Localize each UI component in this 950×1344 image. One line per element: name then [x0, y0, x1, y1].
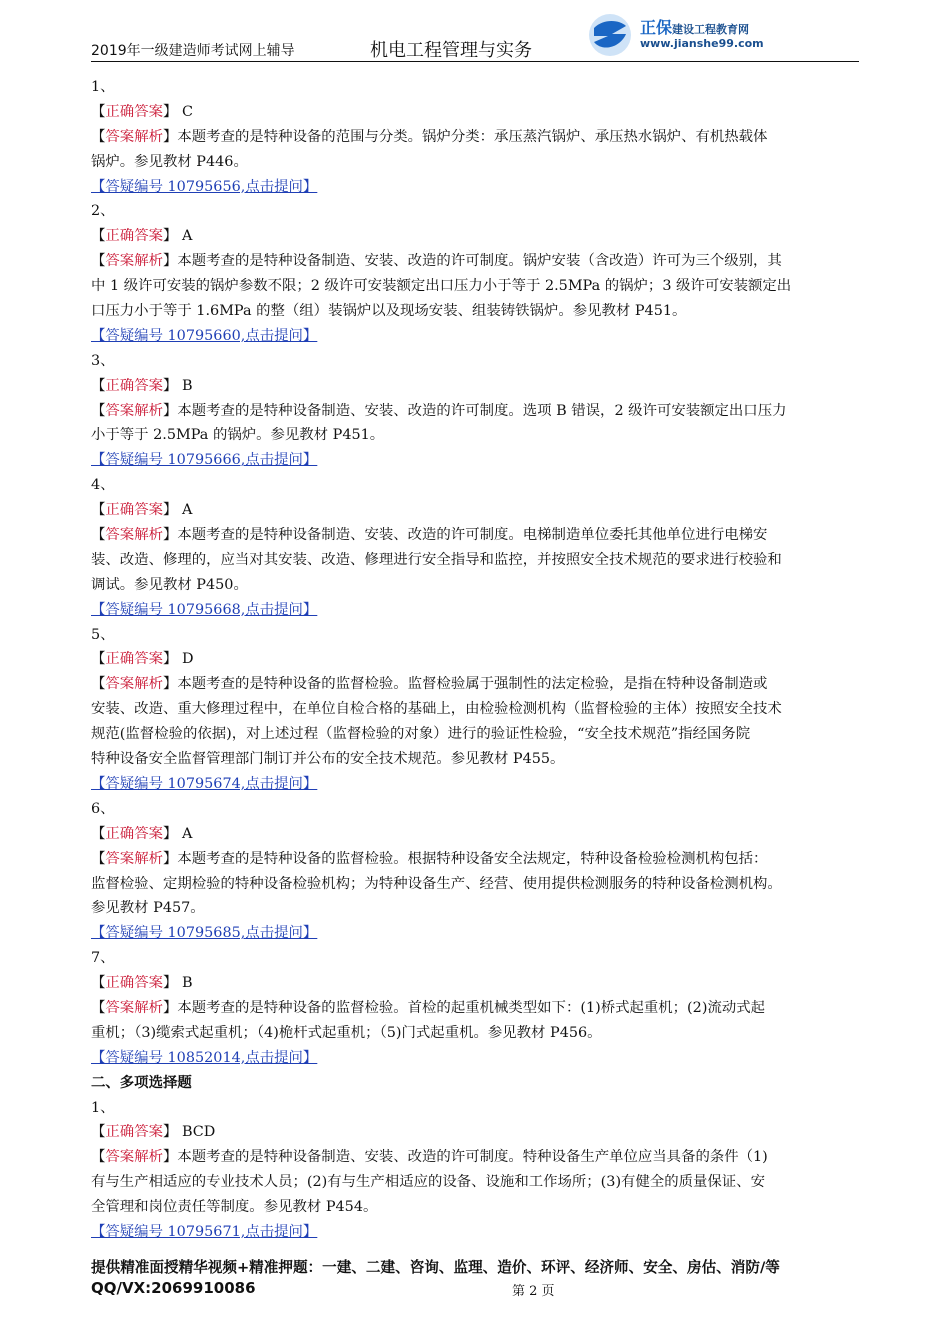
analysis-text: 本题考查的是特种设备制造、安装、改造的许可制度。电梯制造单位委托其他单位进行电梯安: [177, 527, 768, 544]
bracket: 【: [91, 128, 106, 145]
ask-question-link[interactable]: 【答疑编号 10795668,点击提问】: [91, 601, 318, 618]
bracket: 】: [162, 651, 182, 668]
ask-question-link[interactable]: 【答疑编号 10795671,点击提问】: [91, 1223, 318, 1240]
ask-question-link[interactable]: 【答疑编号 10852014,点击提问】: [91, 1049, 318, 1066]
bracket: 【: [91, 676, 106, 693]
question-number: 1、: [91, 1099, 115, 1116]
ask-question-link-row: [91, 772, 863, 797]
correct-answer-row: [91, 1120, 863, 1145]
bracket: 【: [91, 103, 106, 120]
correct-answer-row: [91, 822, 863, 847]
analysis-line: [91, 523, 863, 548]
question-number: 7、: [91, 950, 115, 967]
bracket: 】: [162, 103, 182, 120]
analysis-line: [91, 423, 863, 448]
analysis-text: 安装、改造、重大修理过程中，在单位自检合格的基础上，由检验检测机构（监督检验的主体）按照安全技术: [91, 701, 782, 718]
question-number: 1、: [91, 79, 115, 95]
analysis-text: 装、改造、修理的，应当对其安装、改造、修理进行安全指导和监控，并按照安全技术规范的要求进行校验和: [91, 551, 782, 568]
ask-question-link-row: [91, 921, 863, 946]
analysis-text: 小于等于 2.5MPa 的锅炉。参见教材 P451。: [91, 427, 385, 444]
bracket: 】: [162, 1149, 178, 1166]
analysis-line: [91, 722, 863, 747]
correct-answer-row: [91, 374, 863, 399]
logo-url-text: www.jianshe99.com: [640, 37, 764, 50]
analysis-line: [91, 896, 863, 921]
bracket: 【: [91, 377, 106, 394]
question-number: 6、: [91, 800, 115, 817]
analysis-line: [91, 847, 863, 872]
bracket: 【: [91, 825, 106, 842]
section-title-multiple-choice: 二、多项选择题: [91, 1074, 192, 1091]
analysis-line: [91, 125, 863, 150]
correct-answer-value: B: [181, 377, 193, 394]
ask-question-link[interactable]: 【答疑编号 10795674,点击提问】: [91, 775, 318, 792]
bracket: 】: [162, 128, 178, 145]
ask-question-link[interactable]: 【答疑编号 10795666,点击提问】: [91, 452, 318, 469]
correct-answer-value: C: [181, 103, 193, 120]
analysis-line: [91, 697, 863, 722]
header-divider: [91, 61, 859, 62]
bracket: 【: [91, 1124, 106, 1141]
analysis-line: [91, 573, 863, 598]
answer-list: [91, 75, 863, 1245]
analysis-label: 答案解析: [105, 999, 163, 1016]
analysis-line: [91, 1170, 863, 1195]
analysis-text: 锅炉。参见教材 P446。: [91, 153, 248, 170]
correct-answer-label: 正确答案: [105, 1124, 163, 1141]
question-number: 2、: [91, 203, 115, 220]
analysis-text: 重机；（3)缆索式起重机；（4)桅杆式起重机；（5)门式起重机。参见教材 P456。: [91, 1024, 602, 1041]
question-block: [91, 797, 863, 946]
ask-question-link-row: [91, 598, 863, 623]
analysis-text: 本题考查的是特种设备的监督检验。监督检验属于强制性的法定检验，是指在特种设备制造或: [177, 676, 768, 693]
bracket: 【: [91, 1149, 106, 1166]
analysis-label: 答案解析: [105, 850, 163, 867]
bracket: 】: [162, 975, 182, 992]
analysis-line: [91, 274, 863, 299]
question-block: [91, 1096, 863, 1245]
header-subject-title: 机电工程管理与实务: [370, 40, 532, 61]
ask-question-link[interactable]: 【答疑编号 10795660,点击提问】: [91, 327, 318, 344]
analysis-line: [91, 399, 863, 424]
bracket: 【: [91, 999, 106, 1016]
header-exam-title: 2019年一级建造师考试网上辅导: [91, 43, 295, 59]
analysis-text: 口压力小于等于 1.6MPa 的整（组）装锅炉以及现场安装、组装铸铁锅炉。参见教材 P451。: [91, 303, 687, 320]
correct-answer-label: 正确答案: [105, 502, 163, 519]
brand-logo: [586, 12, 786, 58]
analysis-label: 答案解析: [105, 402, 163, 419]
correct-answer-row: [91, 971, 863, 996]
analysis-line: [91, 672, 863, 697]
analysis-text: 全管理和岗位责任等制度。参见教材 P454。: [91, 1199, 378, 1216]
question-block: [91, 623, 863, 797]
correct-answer-label: 正确答案: [105, 825, 163, 842]
bracket: 【: [91, 402, 106, 419]
question-block: [91, 75, 863, 199]
correct-answer-value: D: [181, 651, 194, 668]
analysis-text: 调试。参见教材 P450。: [91, 576, 248, 593]
analysis-text: 中 1 级许可安装的锅炉参数不限；2 级许可安装额定出口压力小于等于 2.5MPa 的锅炉；3 级许可安装额定出: [91, 278, 792, 295]
bracket: 】: [162, 228, 182, 245]
analysis-text: 有与生产相适应的专业技术人员；(2)有与生产相适应的设备、设施和工作场所；(3)有健全的质量保证、安: [91, 1174, 765, 1191]
analysis-label: 答案解析: [105, 676, 163, 693]
ask-question-link-row: [91, 175, 863, 200]
logo-swirl-icon: [586, 12, 634, 58]
analysis-text: 规范(监督检验的依据)，对上述过程（监督检验的对象）进行的验证性检验，“安全技术规范”指经国务院: [91, 726, 751, 743]
question-block: [91, 349, 863, 473]
ask-question-link[interactable]: 【答疑编号 10795656,点击提问】: [91, 178, 318, 195]
correct-answer-value: B: [181, 975, 193, 992]
analysis-line: [91, 996, 863, 1021]
bracket: 【: [91, 850, 106, 867]
analysis-text: 监督检验、定期检验的特种设备检验机构；为特种设备生产、经营、使用提供检测服务的特种设备检测机构。: [91, 875, 782, 892]
bracket: 】: [162, 676, 178, 693]
bracket: 【: [91, 527, 106, 544]
analysis-line: [91, 548, 863, 573]
correct-answer-label: 正确答案: [105, 103, 163, 120]
analysis-text: 本题考查的是特种设备制造、安装、改造的许可制度。选项 B 错误，2 级许可安装额定出口压力: [177, 402, 787, 419]
ask-question-link-row: [91, 1220, 863, 1245]
analysis-label: 答案解析: [105, 1149, 163, 1166]
correct-answer-value: A: [181, 825, 193, 842]
analysis-line: [91, 150, 863, 175]
correct-answer-row: [91, 224, 863, 249]
correct-answer-label: 正确答案: [105, 377, 163, 394]
correct-answer-label: 正确答案: [105, 228, 163, 245]
bracket: 】: [162, 527, 178, 544]
ask-question-link-row: [91, 1046, 863, 1071]
ask-question-link[interactable]: 【答疑编号 10795685,点击提问】: [91, 925, 318, 942]
bracket: 】: [162, 502, 182, 519]
analysis-text: 本题考查的是特种设备的监督检验。根据特种设备安全法规定，特种设备检验检测机构包括：: [177, 850, 768, 867]
analysis-line: [91, 872, 863, 897]
analysis-text: 本题考查的是特种设备制造、安装、改造的许可制度。特种设备生产单位应当具备的条件（1): [177, 1149, 768, 1166]
analysis-line: [91, 1021, 863, 1046]
correct-answer-value: BCD: [181, 1124, 216, 1141]
ask-question-link-row: [91, 324, 863, 349]
bracket: 】: [162, 825, 182, 842]
page-number: 第 2 页: [512, 1284, 555, 1299]
analysis-text: 本题考查的是特种设备制造、安装、改造的许可制度。锅炉安装（含改造）许可为三个级别，其: [177, 253, 782, 270]
analysis-line: [91, 249, 863, 274]
analysis-label: 答案解析: [105, 253, 163, 270]
correct-answer-value: A: [181, 228, 193, 245]
analysis-text: 本题考查的是特种设备的监督检验。首检的起重机械类型如下：(1)桥式起重机；(2)流动式起: [177, 999, 766, 1016]
correct-answer-row: [91, 100, 863, 125]
logo-brand-text: 正保建设工程教育网: [640, 18, 750, 37]
bracket: 】: [162, 850, 178, 867]
analysis-text: 特种设备安全监督管理部门制订并公布的安全技术规范。参见教材 P455。: [91, 751, 565, 768]
analysis-text: 本题考查的是特种设备的范围与分类。锅炉分类：承压蒸汽锅炉、承压热水锅炉、有机热载体: [177, 128, 768, 145]
correct-answer-row: [91, 498, 863, 523]
bracket: 【: [91, 253, 106, 270]
question-block: [91, 199, 863, 348]
analysis-text: 参见教材 P457。: [91, 900, 205, 917]
footer-contact: QQ/VX:2069910086: [91, 1279, 256, 1297]
bracket: 】: [162, 1124, 182, 1141]
analysis-line: [91, 1145, 863, 1170]
bracket: 【: [91, 228, 106, 245]
bracket: 【: [91, 975, 106, 992]
question-block: [91, 946, 863, 1070]
correct-answer-label: 正确答案: [105, 651, 163, 668]
bracket: 】: [162, 999, 178, 1016]
correct-answer-value: A: [181, 502, 193, 519]
bracket: 【: [91, 651, 106, 668]
question-number: 4、: [91, 477, 115, 494]
ask-question-link-row: [91, 448, 863, 473]
bracket: 】: [162, 377, 182, 394]
footer-promo: 提供精准面授精华视频+精准押题：一建、二建、咨询、监理、造价、环评、经济师、安全、房估、消防/等: [91, 1259, 780, 1276]
bracket: 】: [162, 402, 178, 419]
correct-answer-label: 正确答案: [105, 975, 163, 992]
correct-answer-row: [91, 647, 863, 672]
question-number: 5、: [91, 626, 115, 643]
analysis-label: 答案解析: [105, 128, 163, 145]
question-block: [91, 473, 863, 622]
analysis-line: [91, 747, 863, 772]
bracket: 【: [91, 502, 106, 519]
bracket: 】: [162, 253, 178, 270]
analysis-line: [91, 299, 863, 324]
analysis-line: [91, 1195, 863, 1220]
question-number: 3、: [91, 352, 115, 369]
analysis-label: 答案解析: [105, 527, 163, 544]
